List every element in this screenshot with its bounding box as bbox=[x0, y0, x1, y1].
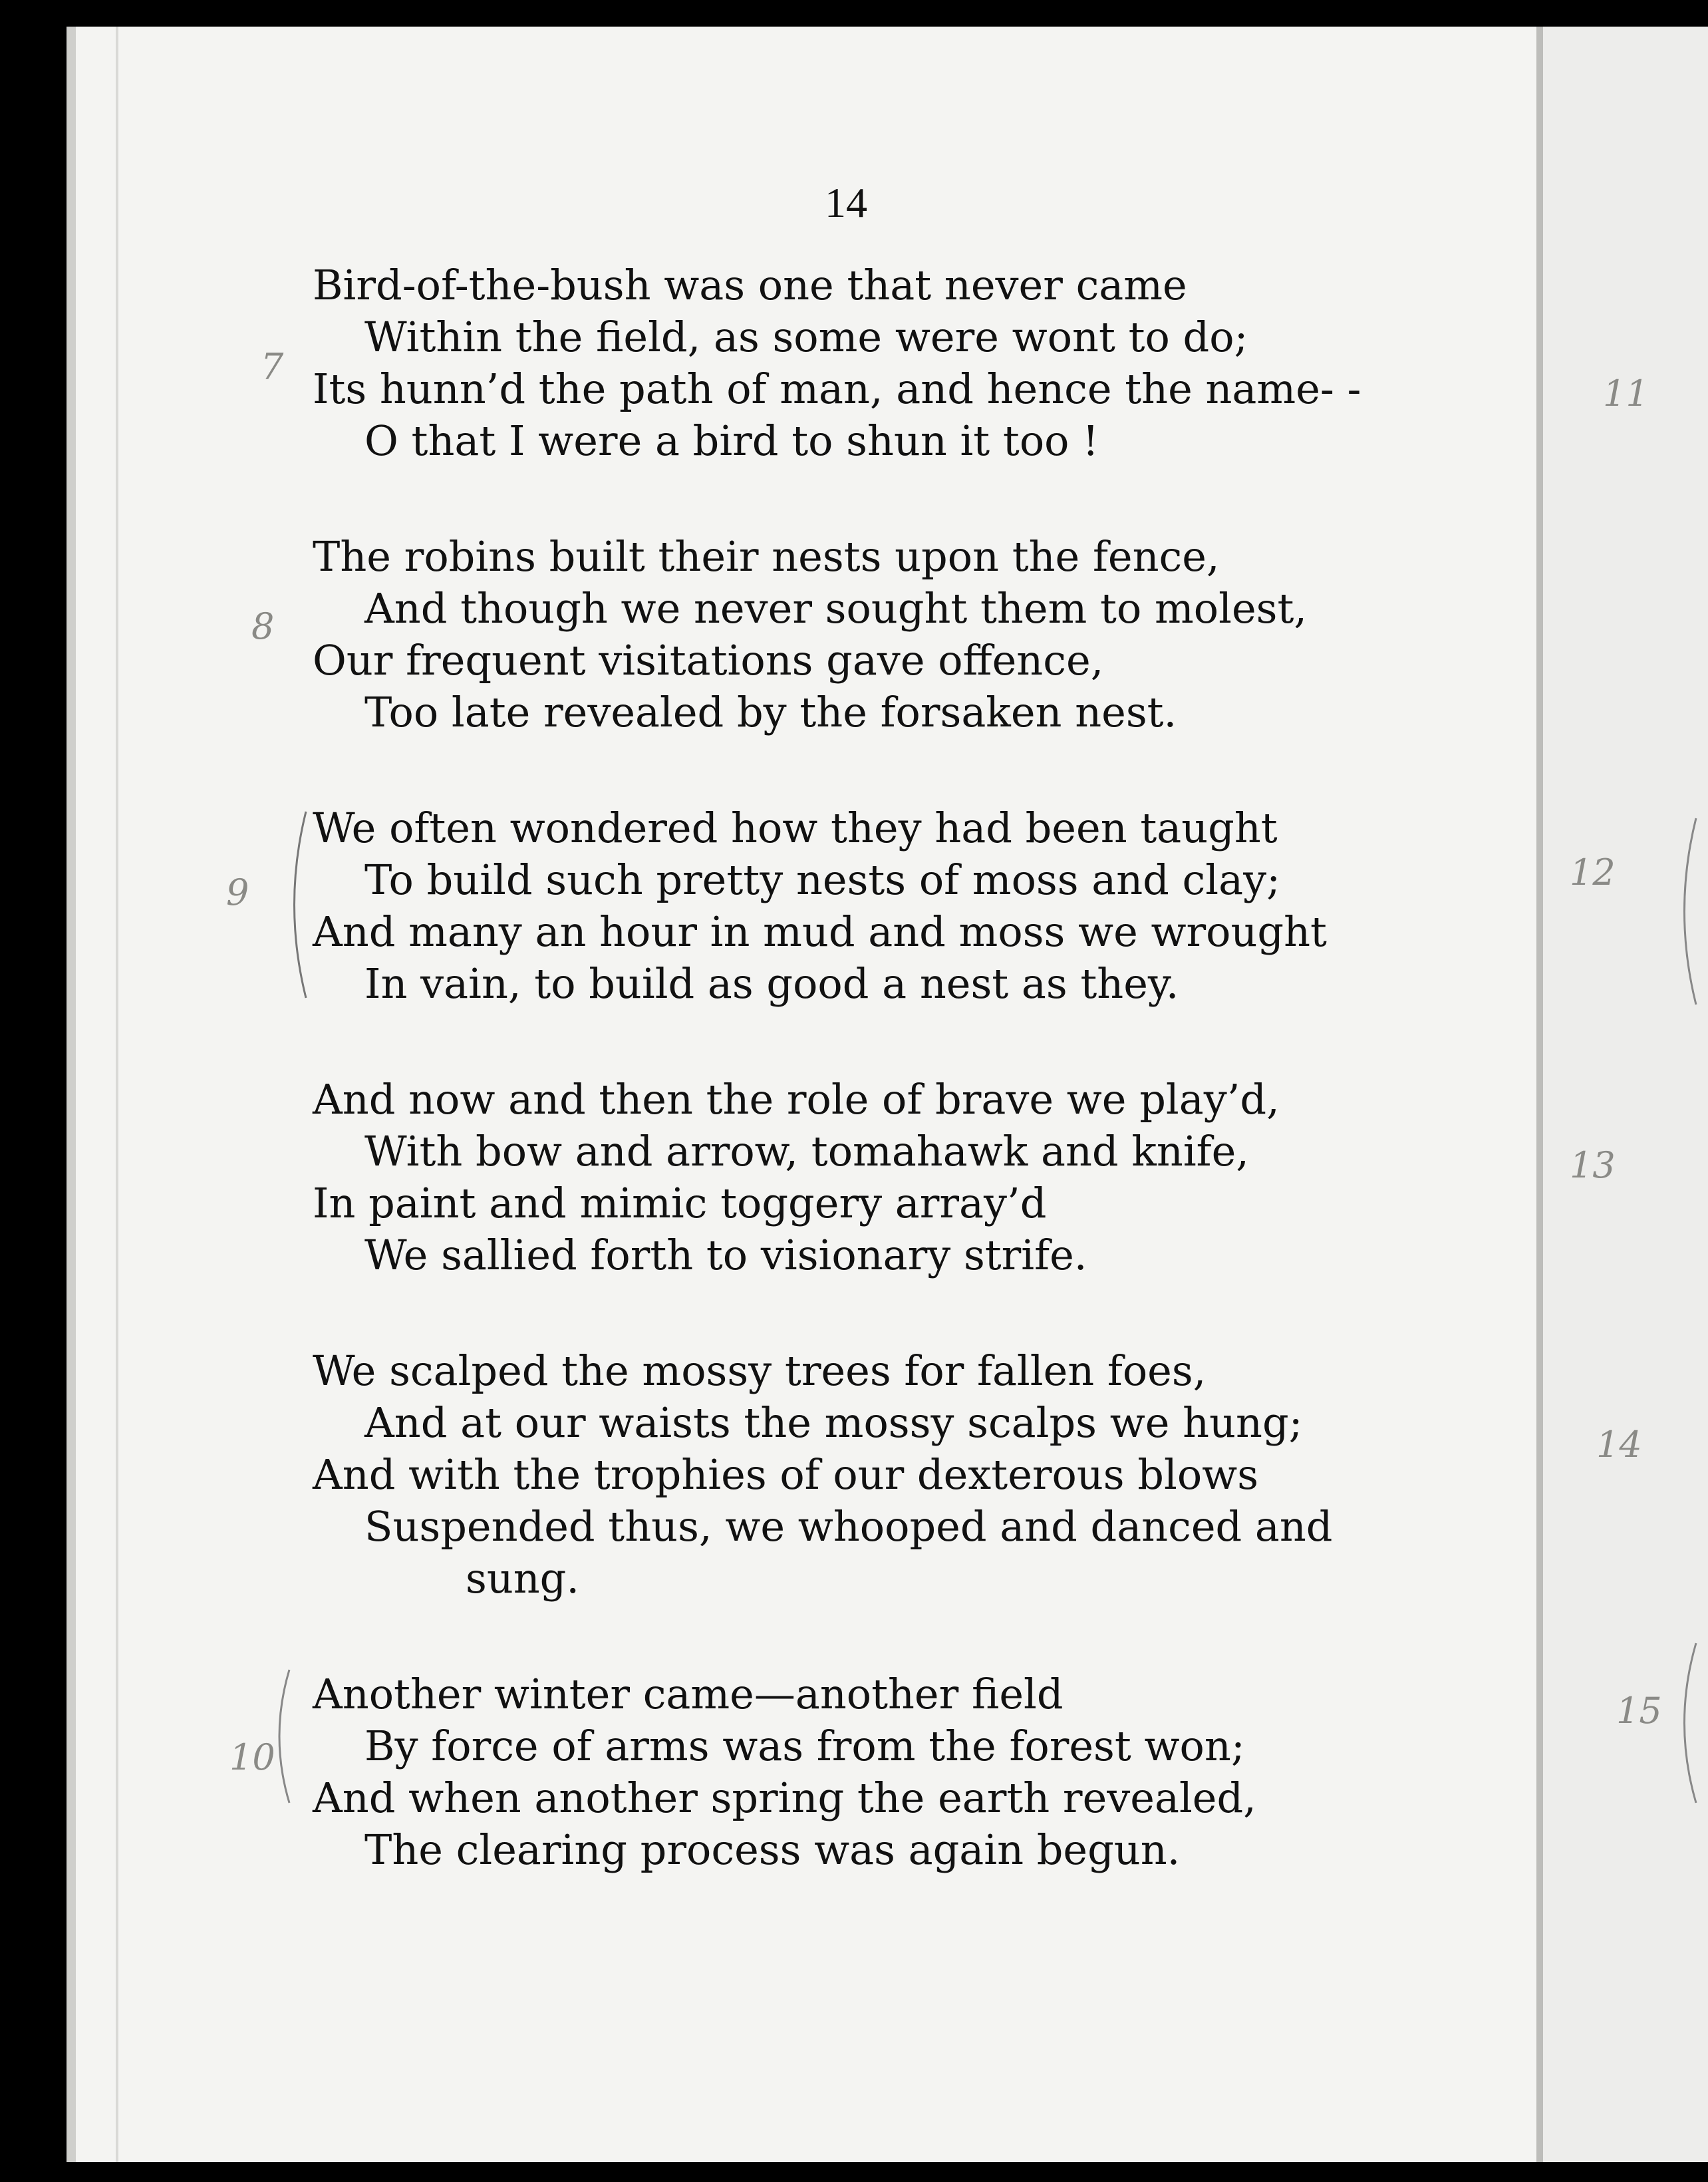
facing-page-edge bbox=[1536, 27, 1708, 2162]
margin-note-left-2: 8 bbox=[251, 605, 275, 647]
poem-line: We sallied forth to visionary strife. bbox=[364, 1231, 1087, 1279]
poem-line: In paint and mimic toggery array’d bbox=[313, 1179, 1047, 1227]
stanza bbox=[313, 1074, 1443, 1281]
pencil-bracket-stanza-6 bbox=[266, 1663, 299, 1809]
stanza bbox=[313, 802, 1443, 1010]
poem-line: And at our waists the mossy scalps we hung; bbox=[364, 1398, 1303, 1447]
poem-line: With bow and arrow, tomahawk and knife, bbox=[364, 1127, 1250, 1175]
poem-line: In vain, to build as good a nest as they. bbox=[364, 959, 1179, 1008]
poem-line: And now and then the role of brave we play’d, bbox=[313, 1075, 1280, 1124]
poem-line: Our frequent visitations gave offence, bbox=[313, 636, 1104, 685]
poem-line: And with the trophies of our dexterous blows bbox=[313, 1450, 1259, 1499]
poem-line: The robins built their nests upon the fence, bbox=[313, 532, 1220, 581]
margin-note-left-3: 9 bbox=[226, 871, 249, 913]
poem-line: The clearing process was again begun. bbox=[364, 1825, 1181, 1874]
margin-note-left-4: 10 bbox=[229, 1736, 275, 1778]
poem-line: Its hunn’d the path of man, and hence the name- - bbox=[313, 365, 1361, 413]
poem-line: Too late revealed by the forsaken nest. bbox=[364, 688, 1177, 736]
pencil-bracket-right-1 bbox=[1669, 812, 1703, 1011]
margin-note-right-5: 15 bbox=[1616, 1690, 1662, 1732]
margin-note-right-4: 14 bbox=[1596, 1424, 1642, 1466]
page-number: 14 bbox=[825, 179, 867, 226]
poem-line: To build such pretty nests of moss and clay; bbox=[364, 856, 1280, 904]
poem-line: We scalped the mossy trees for fallen foes, bbox=[313, 1346, 1207, 1395]
margin-note-right-1: 11 bbox=[1603, 373, 1649, 414]
margin-note-right-2: 12 bbox=[1570, 852, 1616, 893]
pencil-bracket-right-2 bbox=[1669, 1636, 1703, 1809]
poem-line: Bird-of-the-bush was one that never came bbox=[313, 261, 1187, 309]
stanza bbox=[313, 531, 1443, 738]
stanza bbox=[313, 1345, 1443, 1605]
stanza bbox=[313, 259, 1443, 467]
margin-note-left-1: 7 bbox=[261, 346, 284, 388]
poem-line: By force of arms was from the forest won; bbox=[364, 1722, 1245, 1770]
page-gutter-rule bbox=[116, 27, 118, 2162]
poem-line: We often wondered how they had been taught bbox=[313, 804, 1278, 852]
poem-line: And when another spring the earth revealed, bbox=[313, 1774, 1256, 1822]
poem-line: And many an hour in mud and moss we wrought bbox=[313, 907, 1327, 956]
poem-line: O that I were a bird to shun it too ! bbox=[364, 416, 1099, 465]
margin-note-right-3: 13 bbox=[1570, 1144, 1616, 1186]
poem-line: Another winter came—another field bbox=[313, 1670, 1064, 1718]
poem-body bbox=[313, 259, 1443, 1940]
poem-line: sung. bbox=[466, 1554, 580, 1603]
poem-line: And though we never sought them to molest, bbox=[364, 584, 1308, 633]
poem-line: Suspended thus, we whooped and danced and bbox=[364, 1502, 1333, 1551]
stanza bbox=[313, 1668, 1443, 1876]
pencil-bracket-stanza-3 bbox=[279, 805, 319, 1005]
poem-line: Within the field, as some were wont to do; bbox=[364, 313, 1248, 361]
